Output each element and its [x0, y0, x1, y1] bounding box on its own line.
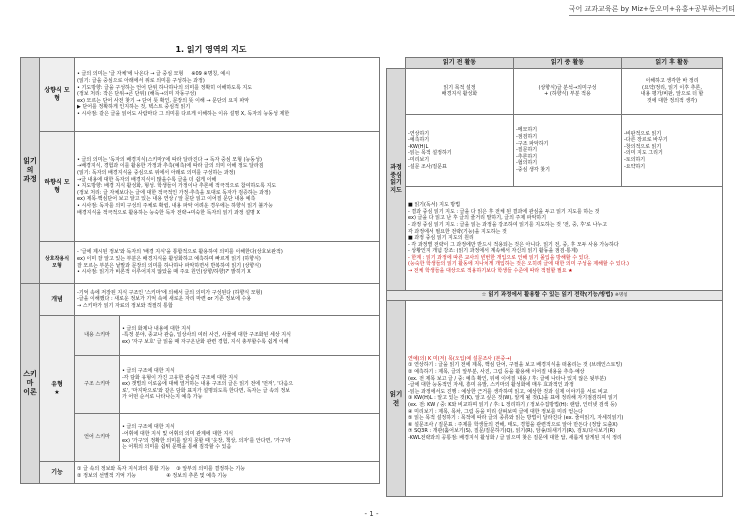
- function-label: 기능: [40, 462, 75, 484]
- text-line: → 전체 학생들을 대상으로 적용하기보다 학생들 수준에 따라 적절할 필요 ★: [408, 268, 573, 275]
- text-line: →배경지식, 경험과 이를 활용한 가정과 추측(예측)에 따라 글의 의미 이해 정도 달라짐: [77, 163, 264, 170]
- left-section-title: 1. 읽기 영역의 지도: [175, 45, 247, 54]
- text-line: ex) 갯벌의 이로움에 대해 열거하는 내용 구조의 글은 읽기 전에 '먼저', '다음으: [122, 381, 294, 388]
- text-line: 가 어떤 순서로 나타나는지 예측 가능: [122, 394, 203, 401]
- content-schema-label: 내용 스키마: [75, 316, 120, 356]
- text-line: • 기도방향: 글을 구성하는 언어 단위 하나하나의 의미를 정확히 이해하도록 지도: [77, 84, 253, 91]
- before-purpose: 읽기 목적 설정 배경지식 활성화: [406, 68, 514, 114]
- function-content: [75, 462, 380, 484]
- bottom-up-label: 상향식 모형: [40, 58, 75, 132]
- text-line: -글에 대한 능동적인 자세, 흥미 유발, 스키마의 활성화에 매우 효과적인 과정: [408, 382, 574, 389]
- language-schema-label: 언어 스키마: [75, 414, 120, 462]
- text-line: - 한계 : 읽기 과정에 따른 교사의 빈번한 개입으로 인해 읽기 몰입을 방해할 수 있다.: [408, 254, 590, 261]
- text-line: ⑦ SQ3R : 개관(훑어보기(S), 질문/질문하기(Q), 읽기(R), 암송/되새기기(R), 검토/다시보기(R): [408, 428, 616, 435]
- document-header: 국어 교과교육론 by Miz+동오미+유홍+공부하는키티: [569, 4, 735, 16]
- text-line: (읽기: 독자의 배경지식을 중심으로 위에서 아래로 의미를 구성하는 과정): [77, 170, 236, 177]
- text-line: 배경지식을 적극적으로 활용하는 능숙한 독자 전략→미숙한 독자의 읽기 과정 설명 X: [77, 209, 260, 216]
- text-line: 각 과정에서 필요한 전략(기능)을 지도하는 것: [408, 228, 507, 235]
- interactive-label: 상호작용식 모형: [40, 242, 75, 284]
- text-line: ① 연상하기 : 글을 읽기 전에 제목, 핵심 단어, 구절을 보고 배경지식을 떠올리는 것 (브레인스토밍): [408, 362, 623, 369]
- text-line: -어휘에 대한 지식 및 어휘의 의미 관계에 대한 지식: [122, 430, 234, 437]
- text-line: -기억 속에 저장된 지식 구조인 '스키마'에 의해서 글의 의미가 구성된다 (하향식 모형): [77, 289, 263, 296]
- text-line: ex) 제목·핵심단어 보고 알고 있는 내용 연상 / 앞 문단 읽고 이어질 문단 내용 예측: [77, 196, 256, 203]
- before-strategies: -연상하기 -예측하기 -KW(H)L -읽는 목적 설정하기 -미리보기 -설문 조사/질문표: [406, 114, 514, 186]
- text-line: ⑥ 설문조사 / 질문표 : 주제를 학생들의 견해, 태도, 경험을 관련적으로 알아 만든다 (정답 도출X): [408, 421, 618, 428]
- text-line: ex) '가구'의 정확한 의미를 알지 못할 때 '옷장, 책상, 의자'를 안다면, '가구'라: [122, 437, 291, 444]
- text-line: → 스키마가 읽기 자료의 정보와 적절히 통합: [77, 302, 173, 309]
- text-line: ③ KW(H)L : 알고 있는 것(K), 알고 싶은 것(W), 알게 될 것(L)을 표에 정리해 자기점검하며 읽기: [408, 395, 618, 402]
- text-line: • 시사점: 같은 글을 읽어도 사람마다 그 의미를 다르게 이해하는 이유 설명 X, 독자의 능동성 제한: [77, 110, 290, 117]
- reading-activity-table: [386, 57, 723, 497]
- text-line: • 지도방향: 배경 지식 활성화, 형성. 학생들이 가정이나 추론에 적극적으로 참여하도록 지도: [77, 183, 277, 190]
- top-down-content: [75, 132, 380, 242]
- text-line: - 과정 중심 읽기 지도 : 글을 읽는 과정을 강조하여 읽기를 지도하는 것 '전, 중, 후'로 나누고: [408, 221, 608, 228]
- side-schema: 스키마 이론: [21, 284, 40, 484]
- text-line: • 글의 구조에 대한 지식: [122, 368, 175, 375]
- concept-content: [75, 284, 380, 316]
- text-line: ② 정보의 선별적 기억 기능 ④ 정보의 추론 및 예측 기능: [77, 472, 228, 479]
- text-line: - '글에 제시된 정보'와 독자의 '배경 지식'을 통합적으로 활용하여 의미를 이해한다(상호보완적): [77, 249, 283, 256]
- text-line: -KWL전략과의 공통점: 배경지식 활성화 / 글 읽으며 찾은 질문에 대한 답, 새롭게 알게된 지식 정리: [408, 434, 622, 441]
- bottom-up-content: [75, 58, 380, 132]
- text-line: -각 담화 유형이 가진 고유한 관습적 구조에 대한 지식: [122, 374, 238, 381]
- text-line: ■ 읽기(독서) 지도 방법: [408, 202, 461, 209]
- text-line: -읽는 과정에서도 진행 : 예상한 근거를 생각하며 읽고, 예상한 것과 실제 이야기를 서로 비교: [408, 388, 608, 395]
- text-line: -특정 분야, 종교나 관습, 일상사의 여러 사건, 사물에 대한 구조화된 세상 지식: [122, 332, 291, 339]
- text-line: 로', '마지막으로'와 같은 담화 표지가 설명되도록 한다면, 독자는 글 속의 정보: [122, 387, 291, 394]
- text-line: • 시사점: 읽기가 비론적 이루어지지 않았을 때 주요 원인(상향/하향)?' 밝히기 X: [77, 269, 251, 276]
- text-line: • 글의 의미는 '독자의 배경지식(스키마)'에 따라 달라진다 → 독자 중심 모형 (능동성): [77, 156, 262, 163]
- side-reading-process: 읽기의 과정: [21, 58, 40, 284]
- text-line: • 시사점: 독자를 의미 구성의 주체로 확립, 내용 파악 어려운 경우에는 하향식 읽기 불가능: [77, 202, 273, 209]
- side-process-guide: 과정 중심 읽기 지도: [387, 68, 406, 290]
- text-line: 연예(의) K 미(저) 목(오입)예 설문조사 (본중→): [408, 355, 512, 362]
- top-down-label: 하향식 모형: [40, 132, 75, 242]
- text-line: ex) '자구 보호' 글 읽을 때 자구온난화 관련 경험, 지식 총부할수록 쉽게 이해: [122, 338, 289, 345]
- text-line: (정보 처리: 글 자체보다는 글에 대한 적극적인 가정·추측을 토대로 독자가 검증하는 과정): [77, 189, 271, 196]
- text-line: →글 내용에 대한 독자의 배경지식이 많을수록 글을 더 쉽게 이해: [77, 176, 217, 183]
- strategy-bar: ☆ 읽기 과정에서 활용할 수 있는 읽기 전략(기능/방법) ※명칭: [387, 290, 723, 300]
- header-during: 읽기 중 활동: [514, 58, 622, 69]
- text-line: - 결과 중심 읽기 지도 : 글을 다 읽은 후 전체 된 결과에 관심을 두고 읽기 지도를 하는 것: [408, 208, 600, 215]
- text-line: - 상황인지 개념 강조: (읽기 과정에서 계속해서 자신의 읽기 활동을 점검·통제): [408, 248, 578, 255]
- header-before: 읽기 전 활동: [406, 58, 514, 69]
- text-line: (ex. 전 제목 보고 글 / 중: 예측 확인, 뒤에 이어질 내용 / 후: 글에 나타나 있지 않은 뒷부분): [408, 375, 607, 382]
- strategy-list: [406, 301, 723, 497]
- after-strategies: -비판적으로 읽기 -다른 장르로 바꾸기 -창의적으로 읽기 -의미 지도 그리기 -토의하기 -요약하기: [622, 114, 723, 186]
- side-before-reading: 읽기 전: [387, 301, 406, 497]
- during-strategies: -메모하기 -점검하기 -구조 파악하기 -질문하기 -추론하기 -협의하기 -중심 생각 찾기: [514, 114, 622, 186]
- text-line: ① 글 속의 정보와 독자 지식과의 통합 기능 ③ 앞부의 의미를 결정하는 기능: [77, 465, 246, 472]
- reading-model-table: [20, 57, 380, 484]
- text-line: ④ 미리보기 : 제목, 목차, 그림 등을 미리 살펴보며 글에 대한 정보를 미리 얻는다: [408, 408, 583, 415]
- text-line: ex) 글을 다 읽고 난 후 글의 줄거리 말하기, 글의 주제 파악하기: [408, 215, 547, 222]
- text-line: ▶ 단어를 정확하게 인지하는 것, 텍스트 중심적 읽기: [77, 104, 191, 111]
- structure-schema-label: 구조 스키마: [75, 356, 120, 414]
- text-line: • 글의 구조에 대한 지식: [122, 424, 175, 431]
- after-purpose: 이해하고 생각한 바 정리 (요약/정리, 읽기 이후 추론, 내용 평가/비판, 앞으로 더 할 것에 대한 정의적 생각): [622, 68, 723, 114]
- text-line: (ex. 전: KW / 중: K와 비교하며 읽기 / 후: L 정리하기 / 정보수집방법(H): 랜탑, 인터넷 검색 등): [408, 401, 617, 408]
- text-line: -글을 이해했다 : 새로운 정보가 기억 속에 새로운 자리 마련 or 기존 정보에 수용: [77, 296, 252, 303]
- content-schema-text: [120, 316, 380, 356]
- text-line: (능숙한 학생들의 읽기 활동에 지나치게 개입하는 것은 오히려 글에 대한 의미 구성을 제해할 수 있다.): [408, 261, 629, 268]
- type-label: 유형 ★: [40, 316, 75, 462]
- header-after: 읽기 후 활동: [622, 58, 723, 69]
- text-line: 잘 모르는 부분은 낱말과 문장의 의미를 하나하나 파악하면서 반복하여 읽기 (상향식): [77, 262, 262, 269]
- text-line: • 글의 의미는 '글 자체'에 나온다 → 글 중심 모형 ※09 ※명칭, 예시: [77, 71, 231, 78]
- text-line: ■ 과정 중심 읽기 지도의 원리: [408, 235, 474, 242]
- text-line: ⑤ 읽는 목적 설정하기 : 목적에 따라 글의 종류와 읽는 방법이 달라진다 (ex. 줄여읽기, 자세히읽기): [408, 415, 624, 422]
- text-line: • 글의 화제나 내용에 대한 지식: [122, 325, 191, 332]
- text-line: ex) 모르는 단어 사전 찾기 → 단어 뜻 확인, 문장의 뜻 이해 → 문단의 요지 파악: [77, 97, 250, 104]
- text-line: (정보 처리: 작은 단위→큰 단위) (해독→의미 자동구성): [77, 91, 197, 98]
- during-purpose: (상향식)글 분석→의미구성 + (하향식) 부분 적용: [514, 68, 622, 114]
- text-line: 는 어휘의 의미를 쉽튀 문맥을 통해 짐작할 수 있음: [122, 444, 232, 451]
- text-line: ② 예측하기 : 제목, 글의 앞부분, 사진, 그림 등을 활용해 이어질 내용을 추측·예상: [408, 368, 585, 375]
- text-line: - 각 과정별 전략이 그 과정에만 반드시 적용되는 것은 아니다. 읽기 전, 중, 후 모두 사용 가능하다: [408, 241, 619, 248]
- text-line: (읽기: 글을 중심으로 아래에서 위로 의미를 구성하는 과정): [77, 78, 205, 85]
- language-schema-text: [120, 414, 380, 462]
- page-number: - 1 -: [364, 510, 379, 518]
- interactive-content: [75, 242, 380, 284]
- structure-schema-text: [120, 356, 380, 414]
- concept-label: 개념: [40, 284, 75, 316]
- text-line: ex) 이미 잘 알고 있는 부분은 배경지식을 활성화하고 예측하며 빠르게 읽기 (하향식): [77, 255, 261, 262]
- guide-methods: [406, 186, 723, 290]
